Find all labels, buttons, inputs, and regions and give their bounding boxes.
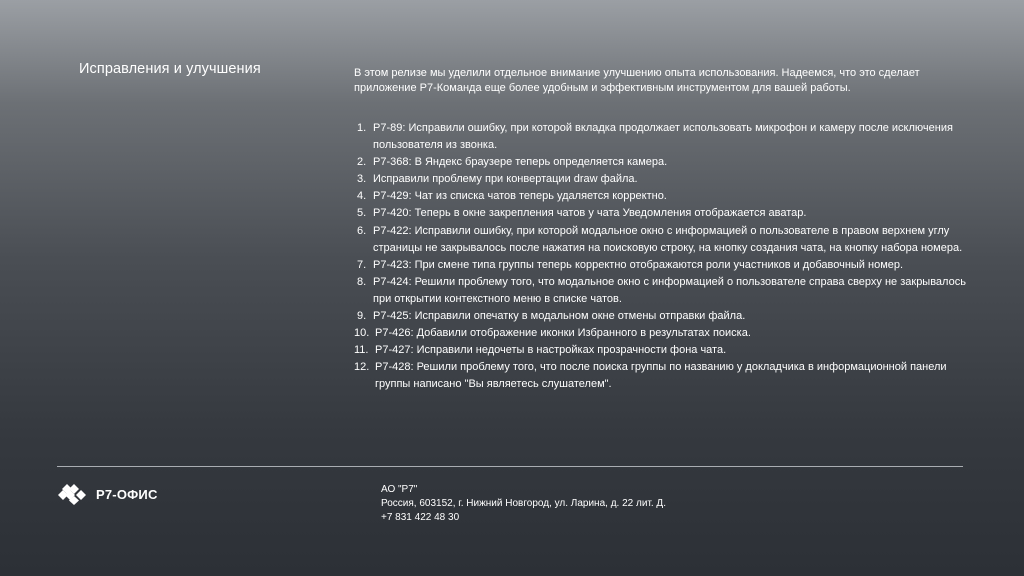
item-number: 4. [357, 190, 367, 203]
list-item [354, 257, 966, 274]
item-text: Р7-89: Исправили ошибку, при которой вкладка продолжает использовать микрофон и камеру после исключения пользователя из звонка. [373, 122, 953, 152]
company-name: АО "Р7" [381, 484, 418, 495]
intro-paragraph: В этом релизе мы уделили отдельное внимание улучшению опыта использования. Надеемся, что это сделает приложение Р7-Команда еще более удобным и эффективным инструментом для вашей работы. [354, 67, 920, 94]
item-number: 9. [357, 310, 367, 323]
item-text: Р7-423: При смене типа группы теперь корректно отображаются роли участников и добавочный номер. [373, 258, 904, 271]
item-number: 7. [357, 258, 367, 271]
item-text: Р7-426: Добавили отображение иконки Избранного в результатах поиска. [375, 327, 751, 340]
item-text: Р7-425: Исправили опечатку в модальном окне отмены отправки файла. [373, 310, 746, 323]
company-contacts [381, 483, 666, 525]
item-text: Р7-427: Исправили недочеты в настройках прозрачности фона чата. [375, 344, 727, 357]
item-number: 2. [357, 156, 367, 169]
list-item [354, 120, 966, 154]
list-item [354, 205, 966, 222]
list-item [354, 154, 966, 171]
list-item [354, 342, 966, 359]
item-number: 8. [357, 275, 367, 288]
item-text: Р7-428: Решили проблему того, что после поиска группы по названию у докладчика в информационной панели группы написано "Вы являетесь слушателем". [375, 361, 947, 391]
list-item [354, 359, 966, 393]
company-logo [58, 483, 158, 505]
item-text: Исправили проблему при конвертации draw файла. [373, 173, 638, 186]
item-number: 5. [357, 207, 367, 220]
release-notes-list [354, 120, 966, 394]
item-number: 3. [357, 173, 367, 186]
item-number: 6. [357, 224, 367, 237]
list-item [354, 171, 966, 188]
list-item [354, 223, 966, 257]
item-text: Р7-422: Исправили ошибку, при которой модальное окно с информацией о пользователе в правом верхнем углу страницы не закрывалось после нажатия на поисковую строку, на кнопку создания чата, на кнопку набора номера. [373, 224, 963, 254]
item-text: Р7-429: Чат из списка чатов теперь удаляется корректно. [373, 190, 667, 203]
section-title: Исправления и улучшения [79, 61, 261, 77]
list-item [354, 274, 966, 308]
list-item [354, 308, 966, 325]
list-item [354, 325, 966, 342]
item-number: 10. [354, 327, 370, 340]
list-item [354, 188, 966, 205]
item-number: 11. [354, 344, 369, 357]
item-text: Р7-424: Решили проблему того, что модальное окно с информацией о пользователе справа сверху не закрывалось при открытии контекстного меню в списке чатов. [373, 275, 966, 305]
r7-diamond-logo-icon [58, 483, 90, 505]
item-text: Р7-368: В Яндекс браузере теперь определяется камера. [373, 156, 668, 169]
item-text: Р7-420: Теперь в окне закрепления чатов у чата Уведомления отображается аватар. [373, 207, 807, 220]
item-number: 1. [357, 122, 367, 134]
company-phone: +7 831 422 48 30 [381, 512, 460, 523]
logo-text: Р7-ОФИС [96, 486, 158, 502]
footer-divider [57, 466, 963, 467]
company-address: Россия, 603152, г. Нижний Новгород, ул. Ларина, д. 22 лит. Д. [381, 498, 666, 509]
item-number: 12. [354, 361, 370, 374]
